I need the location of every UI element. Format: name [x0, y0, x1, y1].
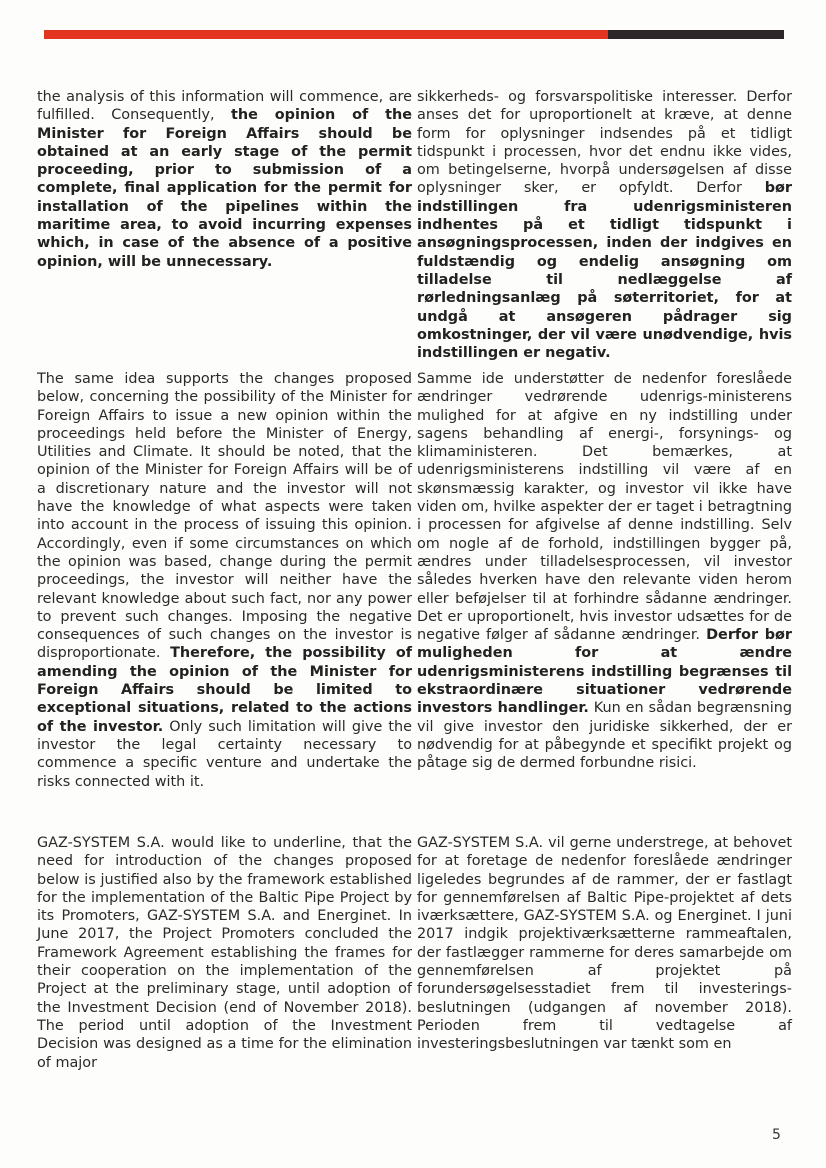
body-text: Kun en sådan begrænsning vil give investor den juridiske sikkerhed, der er nødvendig for at påbegynde et specifikt projekt og påtage sig de dermed forbundne risici.	[417, 700, 792, 772]
bold-text: the opinion of the Minister for Foreign Affairs should be obtained at an early stage of the permit proceeding, prior to submission of a complete, final application for the permit for installation of the pipelines within the maritime area, to avoid incurring expenses which, in case of the absence of a positive opinion, will be unnecessary.	[37, 107, 412, 270]
section-2-danish	[417, 370, 792, 773]
section-1-danish	[417, 88, 792, 362]
section-1-english	[37, 88, 412, 271]
section-2-english	[37, 370, 412, 791]
body-text: GAZ-SYSTEM S.A. vil gerne understrege, at behovet for at foretage de nedenfor foreslåede ændringer ligeledes begrundes af de rammer, der er fastlagt for gennemførelsen af Baltic Pipe-projektet af dets iværksættere, GAZ-SYSTEM S.A. og Energinet. I juni 2017 indgik projektiværksætterne rammeaftalen, der fastlægger rammerne for deres samarbejde om gennemførelsen af projektet på forundersøgelsesstadiet frem til investerings-beslutningen (udgangen af november 2018). Perioden frem til vedtagelse af investeringsbeslutningen var tænkt som en	[417, 835, 792, 1053]
body-text: GAZ-SYSTEM S.A. would like to underline, that the need for introduction of the changes proposed below is justified also by the framework established for the implementation of the Baltic Pipe Project by its Promoters, GAZ-SYSTEM S.A. and Energinet. In June 2017, the Project Promoters concluded the Framework Agreement establishing the frames for their cooperation on the implementation of the Project at the preliminary stage, until adoption of the Investment Decision (end of November 2018). The period until adoption of the Investment Decision was designed as a time for the elimination of major	[37, 835, 412, 1071]
header-bar-accent	[44, 30, 608, 39]
paragraph	[417, 88, 792, 362]
paragraph	[417, 370, 792, 773]
section-3-danish	[417, 834, 792, 1054]
body-text: Only such limitation will give the investor the legal certainty necessary to commence a specific venture and undertake the risks connected with it.	[37, 718, 413, 790]
bold-text: Therefore, the possibility of amending the opinion of the Minister for Foreign Affairs should be limited to exceptional situations, related to the actions of the investor.	[37, 645, 412, 735]
body-text: sikkerheds- og forsvarspolitiske interesser. Derfor anses det for uproportionelt at kræve, at denne form for oplysninger indsendes på et tidligt tidspunkt i processen, hvor det endnu ikke vides, om betingelserne, hvorpå undersøgelsen af disse oplysninger sker, er opfyldt. Derfor	[417, 89, 792, 197]
section-3-english	[37, 834, 412, 1072]
header-color-bar	[44, 30, 784, 39]
header-bar-dark	[608, 30, 784, 39]
page-number: 5	[772, 1127, 781, 1143]
paragraph	[37, 370, 412, 791]
body-text: Samme ide understøtter de nedenfor foreslåede ændringer vedrørende udenrigs-ministerens mulighed for at afgive en ny indstilling under sagens behandling af energi-, forsynings- og klimaministeren. Det bemærkes, at udenrigsministerens indstilling vil være af en skønsmæssig karakter, og investor vil ikke have viden om, hvilke aspekter der er taget i betragtning i processen for afgivelse af denne indstilling. Selv om nogle af de forhold, indstillingen bygger på, ændres under tilladelsesprocessen, vil investor således hverken have den relevante viden herom eller beføjelser til at forhindre sådanne ændringer. Det er uproportionelt, hvis investor udsættes for de negative følger af sådanne ændringer.	[417, 371, 792, 644]
paragraph	[417, 834, 792, 1054]
paragraph	[37, 834, 412, 1072]
paragraph	[37, 88, 412, 271]
body-text: The same idea supports the changes proposed below, concerning the possibility of the Minister for Foreign Affairs to issue a new opinion within the proceedings held before the Minister of Energy, Utilities and Climate. It should be noted, that the opinion of the Minister for Foreign Affairs will be of a discretionary nature and the investor will not have the knowledge of what aspects were taken into account in the process of issuing this opinion. Accordingly, even if some circumstances on which the opinion was based, change during the permit proceedings, the investor will neither have the relevant knowledge about such fact, nor any power to prevent such changes. Imposing the negative consequences of such changes on the investor is disproportionate.	[37, 371, 412, 662]
body-text: the analysis of this information will commence, are fulfilled. Consequently,	[37, 89, 412, 124]
bold-text: Derfor bør muligheden for at ændre udenrigsministerens indstilling begrænses til ekstraordinære situationer vedrørende investors handlinger.	[417, 627, 792, 717]
bold-text: bør indstillingen fra udenrigsministeren indhentes på et tidligt tidspunkt i ansøgningsprocessen, inden der indgives en fuldstændig og endelig ansøgning om tilladelse til nedlæggelse af rørledningsanlæg på søterritoriet, for at undgå at ansøgeren pådrager sig omkostninger, der vil være unødvendige, hvis indstillingen er negativ.	[417, 180, 792, 362]
